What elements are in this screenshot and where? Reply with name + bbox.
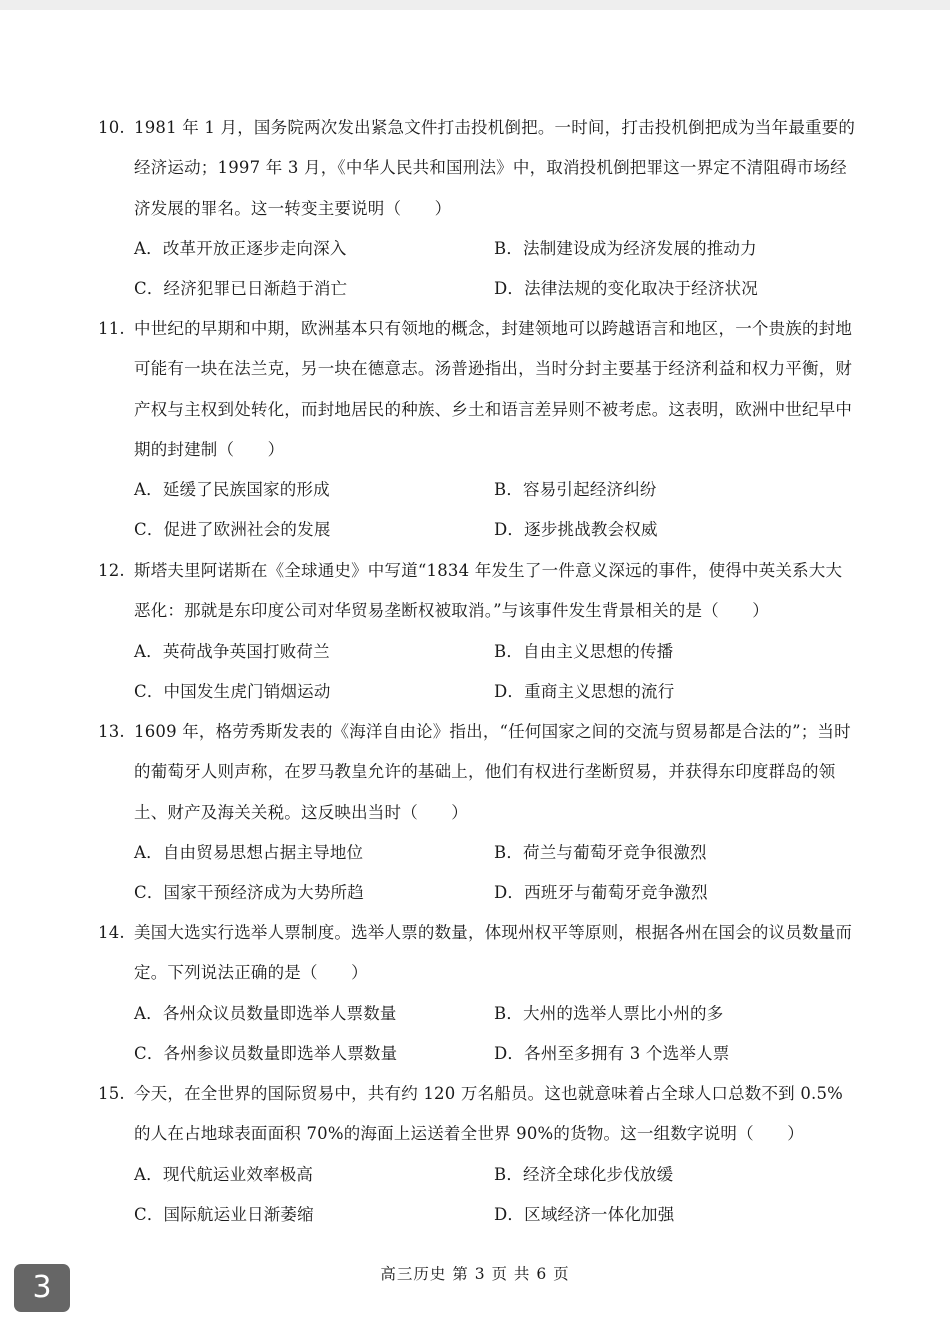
options-row	[134, 1034, 858, 1074]
question-number: 10.	[98, 118, 125, 137]
options-row	[134, 833, 858, 873]
option-b: B．法制建设成为经济发展的推动力	[494, 238, 757, 258]
options-row	[134, 269, 858, 309]
question-13	[98, 712, 858, 913]
options-row	[134, 1195, 858, 1235]
option-c: C．促进了欧洲社会的发展	[134, 520, 331, 540]
question-10	[98, 108, 858, 309]
question-stem: 今天，在全世界的国际贸易中，共有约 120 万名船员。这也就意味着占全球人口总数不到 0.5%的人在占地球表面面积 70%的海面上运送着全世界 90%的货物。这一组数字说明（ ）	[134, 1084, 844, 1144]
page-footer: 高三历史 第 3 页 共 6 页	[380, 1265, 570, 1283]
option-a: A．改革开放正逐步走向深入	[134, 238, 347, 258]
question-stem: 1981 年 1 月，国务院两次发出紧急文件打击投机倒把。一时间，打击投机倒把成为当年最重要的经济运动；1997 年 3 月，《中华人民共和国刑法》中，取消投机倒把罪这一界定不清阻碍市场经济发展的罪名。这一转变主要说明（ ）	[134, 118, 856, 218]
options-row	[134, 994, 858, 1034]
options-row	[134, 1155, 858, 1195]
option-d: D．各州至多拥有 3 个选举人票	[494, 1043, 730, 1063]
option-b: B．大州的选举人票比小州的多	[494, 1003, 724, 1023]
question-15	[98, 1074, 858, 1235]
option-c: C．国际航运业日渐萎缩	[134, 1204, 314, 1224]
option-a: A．现代航运业效率极高	[134, 1164, 314, 1184]
option-c: C．经济犯罪已日渐趋于消亡	[134, 279, 348, 299]
question-12	[98, 551, 858, 712]
page-number-badge: 3	[14, 1264, 70, 1312]
option-c: C．中国发生虎门销烟运动	[134, 681, 331, 701]
option-a: A．英荷战争英国打败荷兰	[134, 641, 330, 661]
options-row	[134, 470, 858, 510]
question-number: 15.	[98, 1084, 125, 1103]
question-number: 14.	[98, 923, 125, 942]
options-row	[134, 632, 858, 672]
option-a: A．自由贸易思想占据主导地位	[134, 842, 364, 862]
options-row	[134, 672, 858, 712]
option-d: D．区域经济一体化加强	[494, 1204, 675, 1224]
question-11	[98, 309, 858, 551]
option-d: D．法律法规的变化取决于经济状况	[494, 279, 758, 299]
question-number: 12.	[98, 561, 125, 580]
option-a: A．各州众议员数量即选举人票数量	[134, 1003, 397, 1023]
option-c: C．国家干预经济成为大势所趋	[134, 883, 364, 903]
option-d: D．西班牙与葡萄牙竞争激烈	[494, 883, 708, 903]
option-c: C．各州参议员数量即选举人票数量	[134, 1043, 398, 1063]
option-b: B．自由主义思想的传播	[494, 641, 674, 661]
options-row	[134, 510, 858, 550]
option-d: D．逐步挑战教会权威	[494, 520, 658, 540]
option-b: B．荷兰与葡萄牙竞争很激烈	[494, 842, 707, 862]
options-row	[134, 873, 858, 913]
question-number: 13.	[98, 722, 125, 741]
question-stem: 美国大选实行选举人票制度。选举人票的数量，体现州权平等原则，根据各州在国会的议员数量而定。下列说法正确的是（ ）	[134, 923, 853, 983]
question-14	[98, 913, 858, 1074]
question-stem: 中世纪的早期和中期，欧洲基本只有领地的概念，封建领地可以跨越语言和地区，一个贵族的封地可能有一块在法兰克，另一块在德意志。汤普逊指出，当时分封主要基于经济利益和权力平衡，财产权与主权到处转化，而封地居民的种族、乡土和语言差异则不被考虑。这表明，欧洲中世纪早中期的封建制（ ）	[134, 319, 853, 459]
option-a: A．延缓了民族国家的形成	[134, 480, 330, 500]
question-stem: 1609 年，格劳秀斯发表的《海洋自由论》指出，“任何国家之间的交流与贸易都是合法的”；当时的葡萄牙人则声称，在罗马教皇允许的基础上，他们有权进行垄断贸易，并获得东印度群岛的领土、财产及海关关税。这反映出当时（ ）	[134, 722, 851, 822]
option-b: B．容易引起经济纠纷	[494, 480, 657, 500]
option-b: B．经济全球化步伐放缓	[494, 1164, 674, 1184]
option-d: D．重商主义思想的流行	[494, 681, 675, 701]
question-stem: 斯塔夫里阿诺斯在《全球通史》中写道“1834 年发生了一件意义深远的事件，使得中英关系大大恶化：那就是东印度公司对华贸易垄断权被取消。”与该事件发生背景相关的是（ ）	[134, 561, 843, 621]
options-row	[134, 229, 858, 269]
question-number: 11.	[98, 319, 125, 338]
